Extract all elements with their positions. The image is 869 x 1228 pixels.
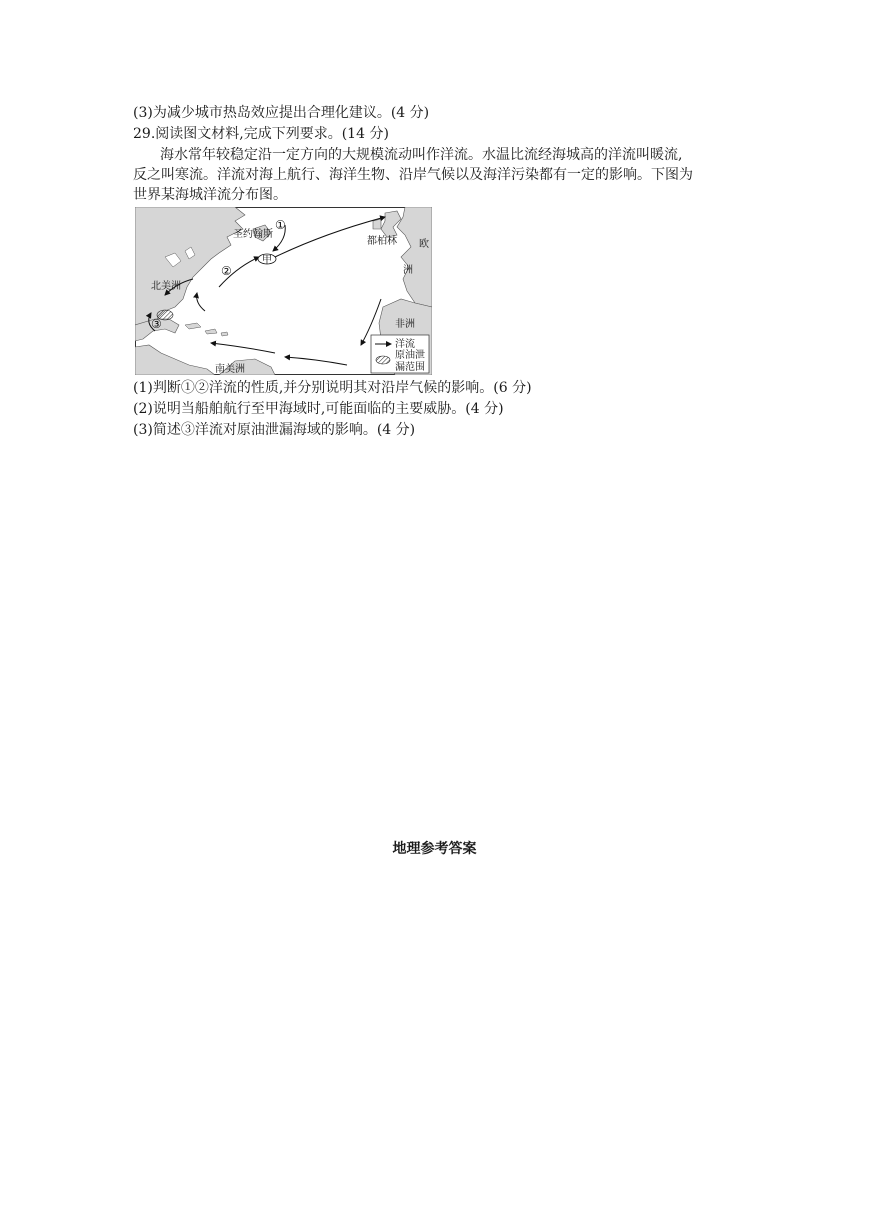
- sub-question-1: (1)判断①②洋流的性质,并分别说明其对沿岸气候的影响。(6 分): [133, 380, 532, 396]
- label-jia: 甲: [262, 255, 272, 266]
- question-29-header: 29.阅读图文材料,完成下列要求。(14 分): [133, 126, 389, 142]
- question-3-previous: (3)为减少城市热岛效应提出合理化建议。(4 分): [133, 105, 430, 121]
- label-current-1: ①: [275, 218, 286, 232]
- label-europe-1: 欧: [419, 239, 429, 250]
- label-south-america: 南美洲: [215, 364, 245, 375]
- label-europe-2: 洲: [403, 265, 413, 276]
- sub-question-2: (2)说明当船舶航行至甲海域时,可能面临的主要威胁。(4 分): [133, 401, 504, 417]
- legend-oil-label-1: 原油泄: [395, 350, 425, 361]
- label-current-3: ③: [151, 317, 162, 331]
- passage-line-3: 世界某海城洋流分布图。: [133, 187, 287, 203]
- answer-section-title: 地理参考答案: [392, 841, 477, 857]
- label-dublin: 都柏林: [367, 236, 397, 247]
- sub-question-3: (3)简述③洋流对原油泄漏海域的影响。(4 分): [133, 422, 416, 438]
- legend-current-label: 洋流: [395, 339, 415, 350]
- legend-oil-label-2: 漏范围: [395, 362, 425, 373]
- label-current-2: ②: [221, 264, 232, 278]
- legend-oil-swatch: [376, 356, 390, 364]
- passage-line-2: 反之叫寒流。洋流对海上航行、海洋生物、沿岸气候以及海洋污染都有一定的影响。下图为: [133, 167, 693, 183]
- label-africa: 非洲: [395, 319, 415, 330]
- ocean-current-map: [135, 207, 432, 375]
- label-st-johns: 圣约翰斯: [233, 229, 273, 240]
- label-north-america: 北美洲: [151, 281, 181, 292]
- passage-line-1: 海水常年较稳定沿一定方向的大规模流动叫作洋流。水温比流经海城高的洋流叫暖流,: [160, 147, 683, 163]
